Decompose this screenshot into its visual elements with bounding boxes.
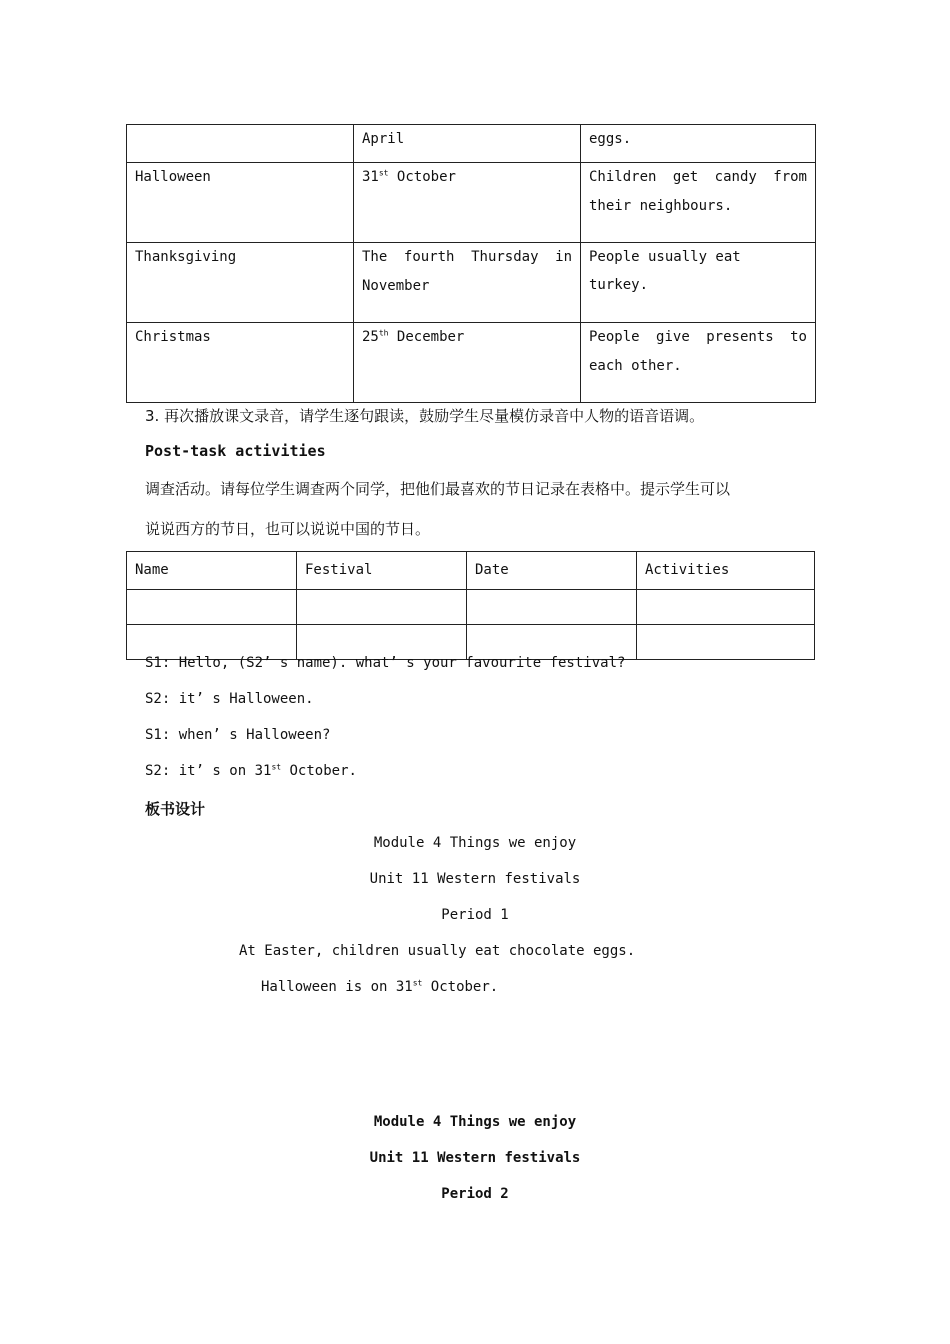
dialogue-text: October. (281, 763, 357, 779)
survey-text-line-2: 说说西方的节日，也可以说说中国的节日。 (145, 520, 431, 538)
next-module-title: Module 4 Things we enjoy (373, 1114, 577, 1130)
board-text: October. (422, 979, 499, 995)
table-cell (127, 323, 354, 403)
festival-name: Halloween (135, 169, 211, 185)
date-suffix: st (378, 168, 389, 178)
board-period: Period 1 (441, 907, 509, 923)
table-cell (127, 163, 354, 243)
table-cell (127, 590, 297, 625)
table-header-row (127, 552, 815, 590)
step-3-text: 3. 再次播放课文录音，请学生逐句跟读，鼓励学生尽量模仿录音中人物的语音语调。 (145, 407, 705, 425)
board-sentence (261, 979, 498, 995)
table-row (127, 590, 815, 625)
dialogue-text: S2: it’ s on 31 (145, 763, 272, 779)
table-row (127, 125, 816, 163)
table-cell (354, 163, 581, 243)
date-text: April (362, 131, 405, 147)
date-line: The fourth Thursday in (362, 249, 572, 265)
date-suffix: th (378, 328, 389, 338)
table-cell (127, 125, 354, 163)
festival-table (126, 124, 816, 403)
table-cell (354, 243, 581, 323)
dialogue-line: S1: Hello, (S2’ s name). what’ s your favourite festival? (145, 655, 626, 671)
table-cell (354, 125, 581, 163)
activity-text: eggs. (589, 131, 632, 147)
table-row (127, 163, 816, 243)
table-cell (127, 243, 354, 323)
activity-line: each other. (589, 358, 682, 374)
dialogue-line: S1: when’ s Halloween? (145, 727, 331, 743)
table-cell (637, 625, 815, 660)
date-suffix: st (412, 978, 423, 988)
table-row (127, 323, 816, 403)
date-day: 31 (362, 169, 379, 185)
activity-line: their neighbours. (589, 198, 733, 214)
next-unit-title: Unit 11 Western festivals (369, 1150, 581, 1166)
column-header-name: Name (127, 552, 297, 590)
table-cell (581, 125, 816, 163)
table-cell (637, 590, 815, 625)
column-header-date: Date (467, 552, 637, 590)
board-design-heading: 板书设计 (145, 800, 206, 818)
next-period-title: Period 2 (441, 1186, 509, 1202)
board-unit: Unit 11 Western festivals (369, 871, 581, 887)
dialogue-line (145, 763, 357, 779)
table-cell (581, 323, 816, 403)
column-header-activities: Activities (637, 552, 815, 590)
activity-line: People give presents to (589, 329, 807, 345)
survey-table (126, 551, 815, 660)
festival-name: Christmas (135, 329, 211, 345)
board-sentence: At Easter, children usually eat chocolate eggs. (239, 943, 636, 959)
table-cell (581, 163, 816, 243)
date-day: 25 (362, 329, 379, 345)
table-cell (581, 243, 816, 323)
post-task-heading: Post-task activities (145, 442, 326, 460)
board-module: Module 4 Things we enjoy (373, 835, 577, 851)
table-row (127, 243, 816, 323)
survey-text-line-1: 调查活动。请每位学生调查两个同学，把他们最喜欢的节日记录在表格中。提示学生可以 (145, 480, 731, 498)
table-cell (354, 323, 581, 403)
date-month: October (388, 169, 456, 185)
table-cell (467, 590, 637, 625)
activity-text: People usually eat turkey. (589, 249, 741, 293)
board-text: Halloween is on 31 (261, 979, 413, 995)
date-suffix: st (271, 762, 282, 772)
activity-line: Children get candy from (589, 169, 807, 185)
dialogue-line: S2: it’ s Halloween. (145, 691, 314, 707)
date-line: November (362, 278, 430, 294)
column-header-festival: Festival (297, 552, 467, 590)
festival-name: Thanksgiving (135, 249, 237, 265)
date-month: December (388, 329, 465, 345)
table-cell (297, 590, 467, 625)
